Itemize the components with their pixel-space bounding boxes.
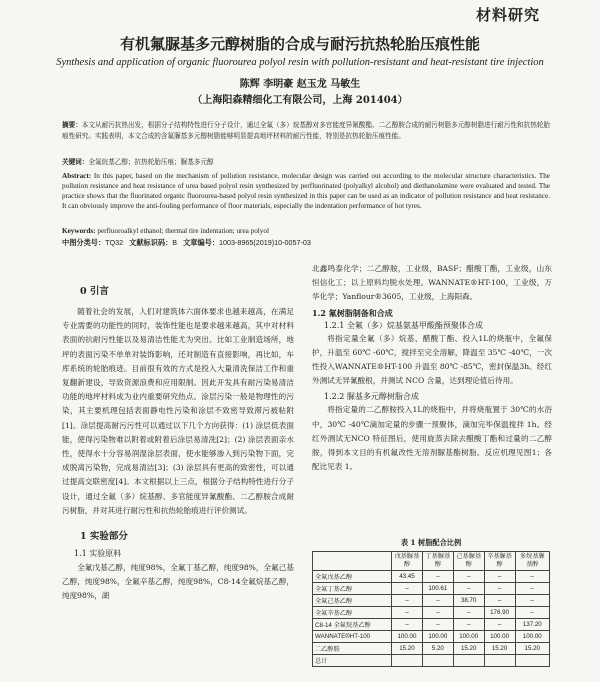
abstract-en [62,171,550,211]
materials-paragraph-right: 北鑫鸣泰化学；二乙醇胺，工业级，BASF；醋酸丁酯，工业级，山东恒信化工；以上原料均脱水处理。WANNATE®HT-100，工业级，万华化学；Yanflour®3605，工业级，上海阳森。 [312,264,552,302]
table-cell: – [392,583,423,595]
abstract-en-label: Abstract: [62,172,92,180]
table-cell: – [484,619,515,631]
abstract-cn [62,120,550,142]
table-row-label: 总计 [313,655,392,667]
table-cell: – [392,619,423,631]
table-row-label: C8-14 全氟烷基乙醇 [313,619,392,631]
authors: 陈辉 李明豪 赵玉龙 马敏生 [239,79,361,90]
paper-title-en: Synthesis and application of organic fluorourea polyol resin with pollution-resistant and heat-resistant tire injection [56,57,544,68]
keywords-en-text: perfluoroalkyl ethanol; thermal tire indentation; urea polyol [97,227,269,235]
section1-heading: 1 实验部分 [80,531,128,543]
table-cell: 100.00 [422,631,453,643]
table-header-cell: 多烷基脲基醇 [515,552,550,571]
table-row-label: WANNATE®HT-100 [313,631,392,643]
table-cell: 15.20 [484,643,515,655]
table-header-cell [313,552,392,571]
table-cell: – [422,607,453,619]
paper-title-cn: 有机氟脲基多元醇树脂的合成与耐污抗热轮胎压痕性能 [119,35,480,53]
table-row [313,655,550,667]
table-row [313,583,550,595]
formulation-table [312,551,550,667]
table-cell: – [484,595,515,607]
table-header-cell: 丁基脲基醇 [422,552,453,571]
classification-line [62,238,550,248]
table-header-cell: 己基脲基醇 [453,552,484,571]
keywords-cn [62,157,550,168]
table-cell: 176.90 [484,607,515,619]
table-cell [515,655,550,667]
table-row [313,631,550,643]
table-cell: 15.20 [453,643,484,655]
intro-paragraph: 随着社会的发展，人们对建筑体六面体要求也越来越高，在满足专业需要的功能性的同时，装饰性能也是要求越来越高，其中对材料表面的抗耐污性能以及易清洁性能尤为突出。比如工业制造场所，地坪的表面污染不单单对装饰影响，还对制造有直接影响，再比如，车库系统的轮胎痕迹。目前很有效的方式是投入大量清洗保洁工作和重复翻新建设，导致资源浪费和应用限制。因此开发具有耐污染易清洁功能的地坪材料成为业内重要研究热点。涂层污染一般是物理性的污染，其主要机理包括表面静电性污染和涂层不致密导致滞污被粘附[1]。涂层提高耐污污性可以通过以下几个方向获得：(1) 涂层低表面能，使得污染物难以附着或附着后涂层易清洗[2]；(2) 涂层表面亲水性，使得水十分容易润湿涂层表面，使水能够渗入到污染物下面，完成脱离污染物，完成易清洁[3]；(3) 涂层具有更高的致密性，可以通过提高交联密度[4]。本文根据以上三点，根据分子结构特性进行分子设计，通过全氟（多）烷基醇、多官能度异氰酸酯、二乙醇胺合成耐污树脂，并对其进行耐污性和抗热轮胎痕进行评价测试。 [62,307,294,515]
table-cell: – [453,583,484,595]
table-cell: – [515,571,550,583]
table-caption: 表 1 树脂配合比例 [400,538,462,547]
section121-heading: 1.2.1 全氟（多）烷基氨基甲酸酯预聚体合成 [324,320,483,330]
table-cell: – [453,571,484,583]
abstract-cn-label: 摘要： [62,121,82,129]
doc-code-label: 文献标识码： [129,238,173,247]
table-row [313,595,550,607]
table-body [313,571,550,667]
table-row [313,571,550,583]
table-cell: 137.20 [515,619,550,631]
clc-label: 中图分类号： [62,238,106,247]
table-cell: – [515,583,550,595]
table-row-label: 二乙醇胺 [313,643,392,655]
table-row [313,607,550,619]
table-cell: – [515,607,550,619]
table-header-row [313,552,550,571]
table-row [313,619,550,631]
keywords-cn-text: 全氟烷基乙醇；抗热轮胎压痕；脲基多元醇 [88,158,214,166]
table-cell: – [392,595,423,607]
table-cell: 100.61 [422,583,453,595]
table-cell: 100.00 [392,631,423,643]
section-tag: 材料研究 [475,6,540,24]
table-cell: – [422,595,453,607]
table-cell: – [422,619,453,631]
materials-paragraph-left: 全氟戊基乙醇，纯度98%，全氟丁基乙醇，纯度98%，全氟己基乙醇，纯度98%，全氟辛基乙醇，纯度98%，C8-14全氟烷基乙醇，纯度98%，湖 [62,563,294,601]
affiliation: （上海阳森精细化工有限公司，上海 201404） [192,95,408,106]
table-cell [484,655,515,667]
section11-heading: 1.1 实验原料 [74,549,122,559]
table-header-cell: 辛基脲基醇 [484,552,515,571]
table-row-label: 全氟丁基乙醇 [313,583,392,595]
table-cell: – [392,607,423,619]
table-row-label: 全氟辛基乙醇 [313,607,392,619]
table-header-cell: 戊基脲基醇 [392,552,423,571]
table-row-label: 全氟戊基乙醇 [313,571,392,583]
keywords-en [62,226,550,236]
table-cell: 43.45 [392,571,423,583]
table-cell: 15.20 [392,643,423,655]
table-cell: 38.70 [453,595,484,607]
table-cell: – [422,571,453,583]
doc-code-value: B [172,238,178,247]
table-cell: – [484,583,515,595]
prepolymer-paragraph: 将指定量全氟（多）烷基、醋酸丁酯、投入1L的烧瓶中，全氟保护，升温至 60℃ -60℃，搅拌至完全溶解，降温至 35℃ -40℃，一次性投入WANNATE®HT-100 升温至 80℃ -85℃，密封保温3h。经红外测试无异氰酸根，并测试 NCO 含量，达到理论值后待用。 [312,333,552,386]
table-cell: 100.00 [515,631,550,643]
abstract-en-text: In this paper, based on the mechanism of pollution resistance, molecular design was carried out according to the molecular structure characteristics. The pollution resistance and heat resistance of urea based polyol resin synthesized by perfluorinated (polyalkyl alcohol) and diethanolamine were evaluated and tested. The practice shows that the fluorinated organic fluorourea-based polyol resin synthesized in this paper can be used as an indicator of pollution resistance and heat resistance. It can obviously improve the anti-fouling performance of floor materials, especially the indentation performance of hot tyres. [62,172,550,210]
keywords-en-label: Keywords: [62,227,96,235]
resin-synthesis-paragraph: 将指定量的二乙醇胺投入1L的烧瓶中，并将烧瓶置于 30℃的水浴中，30℃ -40℃滴加定量的步骤一预聚体，滴加完毕保温搅拌 1h。经红外测试无NCO 特征图后，使用旋蒸去除去醋酸丁酯和过量的二乙醇胺，得到本文目的有机氟改性无溶剂脲基酯树脂。反应机理见图1；各配比见表 1。 [312,405,552,472]
right-column [312,262,552,474]
article-number-label: 文章编号： [183,238,220,247]
table-cell [392,655,423,667]
section0-heading: 0 引言 [80,286,109,297]
table-row [313,643,550,655]
abstract-cn-text: 本文从耐污抗热出发，根据分子结构特性进行分子设计，通过全氟（多）烷基醇对多官能度异氰酸酯、二乙醇胺合成的耐污树脂多元醇树脂进行耐污性和抗热轮胎痕性研究。实践表明，本文合成的含氟脲基多元醇树脂能够明显提高地坪材料的耐污性能，特别是抗热轮胎压痕性能。 [62,121,551,140]
table-cell: – [453,607,484,619]
table-cell: – [515,595,550,607]
section12-heading: 1.2 氟树脂制备和合成 [312,307,393,318]
article-number-value: 1003-8965(2019)10-0057-03 [219,238,311,247]
table-cell [453,655,484,667]
table-row-label: 全氟己基乙醇 [313,595,392,607]
table-cell: 100.00 [484,631,515,643]
table-cell: 15.20 [515,643,550,655]
table-cell: 100.00 [453,631,484,643]
table-cell: – [453,619,484,631]
left-column [62,283,294,604]
section122-heading: 1.2.2 脲基多元醇树脂合成 [324,392,419,402]
table-cell [422,655,453,667]
table-cell: 5.20 [422,643,453,655]
table-cell: – [484,571,515,583]
clc-value: TQ32 [105,238,124,247]
table-1 [312,538,550,667]
keywords-cn-label: 关键词： [62,158,89,166]
